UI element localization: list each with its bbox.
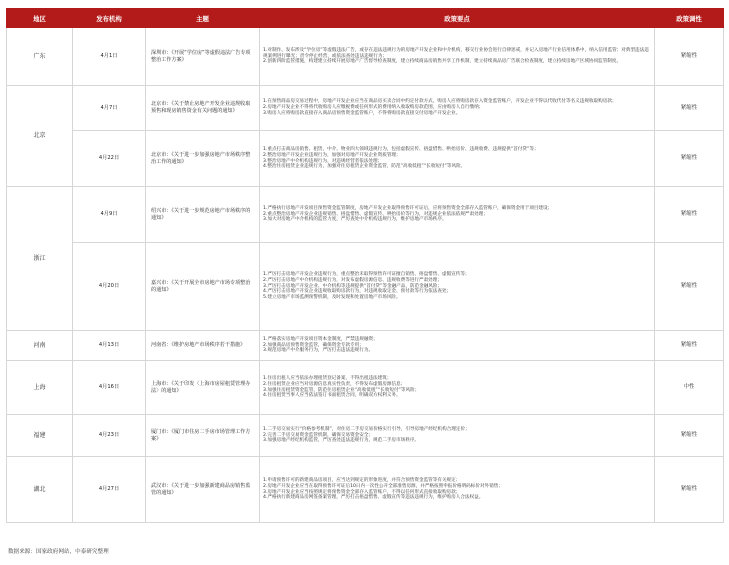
points-cell [260,86,655,131]
points-cell [260,187,655,243]
policy-point: 2.加强商品房预售资金监管，确保资金专款专用； [263,342,364,348]
policy-point: 1.重点打击商品房销售、租赁、中介、物业四大领域违规行为，包括虚假宣传、捂盘惜售、哄抬房价、违规收费、违规提供“首付贷”等； [263,146,539,152]
points-cell [260,243,655,331]
policy-point: 1.在预售商品房交易过程中，房地产开发企业应当在商品房买卖合同中约定付款方式，购房人应将购房款存入资金监管账户，开发企业不得以代收代付等名义违规收取购房款； [263,99,617,105]
topic-cell: 河南省：《维护房地产市场秩序若干措施》 [146,331,260,361]
policy-point: 4.严格执行新建商品房网签备案管理，严厉打击捂盘惜售、虚假宣传等违法违规行为，维护购房人合法权益。 [263,495,484,501]
policy-point: 3.加大对房地产中介机构的监管力度，严厉查处中介机构违规行为，维护房地产市场秩序。 [263,217,447,223]
points-cell [260,28,655,86]
region-cell: 广东 [7,28,73,86]
header-region: 地区 [7,9,73,28]
table-row [7,361,724,415]
policy-point: 2.住房租赁企业应当对房源信息真实性负责，不得发布虚假房源信息； [263,381,406,387]
points-cell [260,361,655,415]
date-cell: 4月7日 [73,86,146,131]
table-row [7,86,724,131]
region-cell: 河南 [7,331,73,361]
points-cell [260,457,655,523]
tone-cell: 紧缩性 [655,131,724,187]
topic-cell: 绍兴市：《关于进一步规范房地产市场秩序的通知》 [146,187,260,243]
policy-point: 3.加强房地产经纪机构监管，严厉查处违法违规行为，规范二手房市场秩序。 [263,438,419,444]
table-row [7,131,724,187]
tone-cell: 紧缩性 [655,457,724,523]
policy-point: 2.完善二手房交易资金监管机制，确保交易资金安全； [263,432,374,438]
table-header-row [7,9,724,28]
policy-point: 3.加强住房租赁资金监管，防范住房租赁企业“高收低租”“长收短付”等风险； [263,387,420,393]
region-cell: 北京 [7,86,73,187]
policy-point: 4.整治住房租赁企业违规行为，加强对住房租赁企业资金监管，防范“高收低租”“长收短付”等风险。 [263,164,466,170]
date-cell: 4月23日 [73,415,146,457]
policy-point: 2.房地产开发企业不得将代收购房人应缴税费或任何形式的费用纳入收取购房款范围，应由购房人自行缴纳； [263,105,484,111]
topic-cell: 上海市：《关于印发〈上海市房屋租赁管理办法〉的通知》 [146,361,260,415]
tone-cell: 紧缩性 [655,28,724,86]
date-cell: 4月16日 [73,361,146,415]
table-row [7,457,724,523]
points-cell [260,415,655,457]
tone-cell: 紧缩性 [655,243,724,331]
policy-point: 1.二手房交易实行“价格参考机制”，对住房二手房交易价格实行引导，引导房地产经纪机构合理定价； [263,426,470,432]
topic-cell: 北京市：《关于禁止房地产开发企业违规收取预售和现房销售资金有关问题的通知》 [146,86,260,131]
points-cell [260,331,655,361]
region-cell: 福建 [7,415,73,457]
header-tone: 政策调性 [655,9,724,28]
date-cell: 4月13日 [73,331,146,361]
tone-cell: 紧缩性 [655,86,724,131]
policy-point: 5.建立房地产市场监测预警机制，及时发现和处置房地产市场风险。 [263,295,401,301]
header-agency: 发布机构 [73,9,146,28]
policy-table [6,8,724,523]
topic-cell: 深圳市：《开展“学位房”等虚假违法广告专项整治工作方案》 [146,28,260,86]
topic-cell: 嘉兴市：《关于开展全市房地产市场专项整治的通知》 [146,243,260,331]
policy-point: 3.严厉打击房地产开发企业、中介机构等违规提供“首付贷”等金融产品，防范金融风险； [263,283,443,289]
policy-point: 4.住房租赁当事人应当依法签订书面租赁合同，明确双方权利义务。 [263,393,401,399]
header-topic: 主题 [146,9,260,28]
tone-cell: 紧缩性 [655,415,724,457]
table-row [7,187,724,243]
policy-point: 2.整治房地产开发企业违规行为，加强对房地产开发企业资质管理； [263,152,401,158]
policy-point: 3.规范房地产中介服务行为，严厉打击违法违规行为。 [263,348,374,354]
date-cell: 4月20日 [73,243,146,331]
table-row [7,331,724,361]
topic-cell: 北京市：《关于进一步加强房地产市场秩序整治工作的通知》 [146,131,260,187]
policy-point: 2.严厉打击房地产中介机构违规行为，对发布虚假房源信息、违规收费等进行严肃处理； [263,277,442,283]
policy-point: 1.申请预售许可的新建商品房项目，应当达到规定的形象进度，并符合预售资金监管等有关规定； [263,477,461,483]
topic-cell: 厦门市：《厦门市住房二手房市场管理工作方案》 [146,415,260,457]
region-cell: 上海 [7,361,73,415]
policy-point: 1.严格执行房地产开发项目预售资金监管制度，房地产开发企业取得预售许可证后，应将预售资金全部存入监管账户，确保资金用于项目建设； [263,205,553,211]
date-cell: 4月27日 [73,457,146,523]
policy-point: 3.整治房地产中介机构违规行为，对违规经营者依法处理； [263,158,383,164]
policy-point: 1.严格落实房地产开发项目资本金制度，严禁违规融资； [263,336,378,342]
policy-point: 3.购房人应将购房款直接存入商品房预售资金监管账户，不得将购房款直接交付房地产开发企业。 [263,110,461,116]
tone-cell: 紧缩性 [655,331,724,361]
policy-point: 2.创新四阶监管措施，构建建立持续开展房地产广告督导检查制度，建立持续商品房销售共享工作机制，建立持续商品房广告联合检查制度，建立持续房地产区域协同监管制度。 [263,59,622,65]
header-points: 政策要点 [260,9,655,28]
policy-point: 1.对制作、发布涉及“学位房”等虚假违法广告，或存在违法违规行为的房地产开发企业和中介机构，移交行业协会进行自律惩戒，并记入房地产行业信用体系中，纳入信用监管；对典型违法违规案例进行曝光；责令停止经营，或依法查处违法违规行为； [263,47,649,59]
policy-point: 2.重点整治房地产开发企业违规销售、捂盘惜售、虚假宣传、哄抬房价等行为，对违规企业依法依规严肃处理； [263,211,488,217]
policy-point: 4.严厉打击房地产开发企业违规收取购房款行为，对违规收取定金、预付款等行为依法查处； [263,289,452,295]
tone-cell: 紧缩性 [655,187,724,243]
region-cell: 湖北 [7,457,73,523]
table-row [7,243,724,331]
policy-point: 1.住房出租人应当依法办理租赁登记备案，不得出租违法建筑； [263,375,392,381]
points-cell [260,131,655,187]
source-note: 数据来源：国家政府网站，中泰研究整理 [8,549,109,555]
policy-point: 3.房地产开发企业应当按照规定将预售资金全部存入监管账户，不得以任何形式直接收取购房款； [263,489,461,495]
tone-cell: 中性 [655,361,724,415]
topic-cell: 武汉市：《关于进一步加强新建商品房销售监管的通知》 [146,457,260,523]
region-cell: 浙江 [7,187,73,331]
policy-point: 1.严厉打击房地产开发企业违规行为，重点整治未取得预售许可证擅自销售、捂盘惜售、虚假宣传等； [263,271,470,277]
date-cell: 4月22日 [73,131,146,187]
table-row [7,28,724,86]
policy-point: 2.房地产开发企业应当在取得预售许可证后10日内一次性公开全部准售房源，并严格按照申报价格明码标价对外销售； [263,483,503,489]
table-row [7,415,724,457]
date-cell: 4月9日 [73,187,146,243]
date-cell: 4月1日 [73,28,146,86]
